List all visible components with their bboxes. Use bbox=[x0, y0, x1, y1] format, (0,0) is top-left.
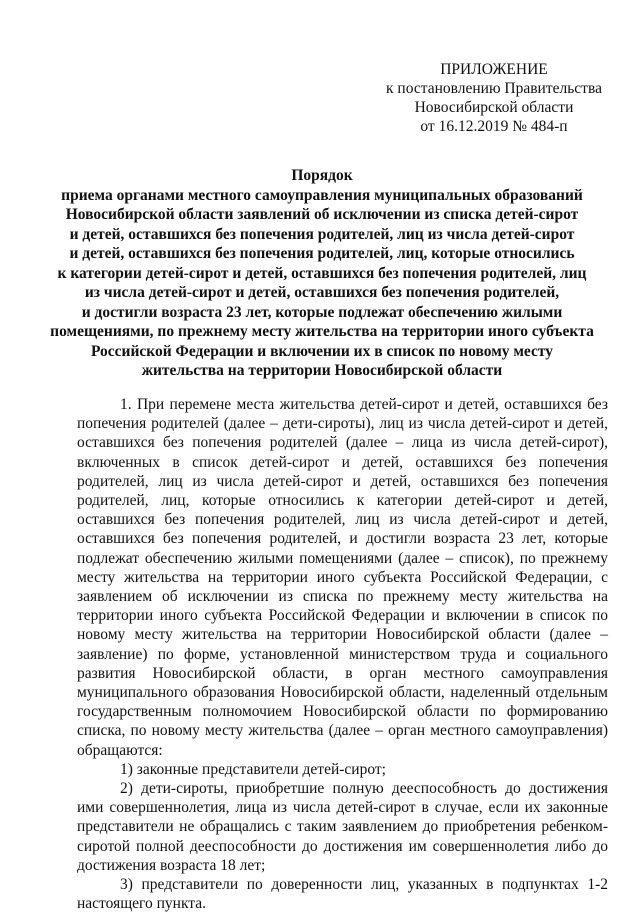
document-body bbox=[77, 395, 608, 913]
appendix-region: Новосибирской области bbox=[414, 99, 574, 116]
appendix-date-number: от 16.12.2019 № 484-п bbox=[420, 118, 568, 135]
title-line: Новосибирской области заявлений об исключении из списка детей-сирот bbox=[65, 206, 579, 223]
paragraph-1: 1. При перемене места жительства детей-сирот и детей, оставшихся без попечения родителей (далее – дети-сироты), лиц из числа детей-сирот и детей, оставшихся без попечения родителей (далее – лица из числа детей-сирот), включенных в список детей-сирот и детей, оставшихся без попечения родителей, лиц из числа детей-сирот и детей, оставшихся без попечения родителей, лиц, которые относились к категории детей-сирот и детей, оставшихся без попечения родителей, лиц из числа детей-сирот и детей, оставшихся без попечения родителей, и достигли возраста 23 лет, которые подлежат обеспечению жилыми помещениями (далее – список), по прежнему месту жительства на территории иного субъекта Российской Федерации, с заявлением об исключении из списка по прежнему месту жительства на территории иного субъекта Российской Федерации и включении в список по новому месту жительства на территории Новосибирской области (далее – заявление) по форме, установленной министерством труда и социального развития Новосибирской области, в орган местного самоуправления муниципального образования Новосибирской области, наделенный отдельным государственным полномочием Новосибирской области по формированию списка, по новому месту жительства (далее – орган местного самоуправления) обращаются: bbox=[77, 396, 608, 759]
title-heading: Порядок bbox=[291, 167, 353, 184]
title-line: к категории детей-сирот и детей, оставшихся без попечения родителей, лиц bbox=[57, 264, 587, 282]
appendix-resolution-ref: к постановлению Правительства bbox=[386, 80, 602, 97]
subitem-2: 2) дети-сироты, приобретшие полную дееспособность до достижения ими совершеннолетия, лица из числа детей-сирот в случае, если их законные представители не обращались с таким заявлением до приобретения ребенком-сиротой полной дееспособности до достижения им совершеннолетия либо до достижения возраста 18 лет; bbox=[77, 780, 608, 874]
title-line: Российской Федерации и включении их в список по новому месту bbox=[90, 342, 554, 360]
title-line: и достигли возраста 23 лет, которые подлежат обеспечению жилыми bbox=[81, 303, 563, 321]
title-line: приема органами местного самоуправления муниципальных образований bbox=[61, 186, 583, 204]
title-line: жительства на территории Новосибирской области bbox=[141, 362, 503, 379]
title-line: и детей, оставшихся без попечения родителей, лиц из числа детей-сирот bbox=[69, 225, 575, 243]
appendix-header bbox=[384, 60, 604, 136]
title-line: помещениями, по прежнему месту жительства на территории иного субъекта bbox=[50, 323, 594, 340]
document-title bbox=[40, 166, 604, 381]
title-line: и детей, оставшихся без попечения родителей, лиц, которые относились bbox=[69, 245, 575, 262]
subitem-1: 1) законные представители детей-сирот; bbox=[120, 760, 386, 778]
appendix-label: ПРИЛОЖЕНИЕ bbox=[440, 61, 548, 78]
subitem-3: 3) представители по доверенности лиц, указанных в подпунктах 1-2 настоящего пункта. bbox=[77, 876, 608, 913]
title-line: из числа детей-сирот и детей, оставшихся без попечения родителей, bbox=[84, 284, 560, 301]
